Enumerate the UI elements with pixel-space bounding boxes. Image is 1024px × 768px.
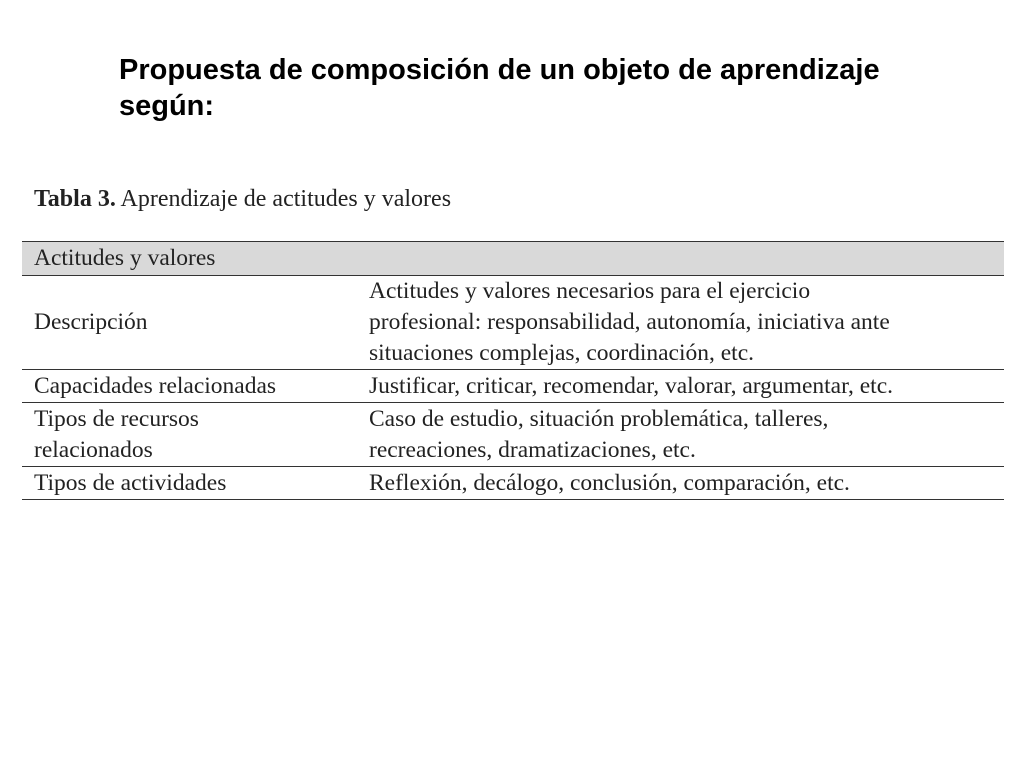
row-label-line: Tipos de recursos	[34, 405, 199, 432]
table-row-actividades	[22, 467, 1004, 500]
row-value	[359, 370, 1004, 403]
slide-title: Propuesta de composición de un objeto de aprendizaje según:	[119, 54, 880, 122]
table-caption-text: Aprendizaje de actitudes y valores	[115, 186, 452, 212]
row-value-line: Reflexión, decálogo, conclusión, comparación, etc.	[369, 469, 850, 496]
row-value	[359, 467, 1004, 500]
row-value-line: Justificar, criticar, recomendar, valorar, argumentar, etc.	[369, 372, 893, 399]
row-label-line: relacionados	[34, 436, 153, 463]
row-value-line: Caso de estudio, situación problemática, talleres,	[369, 405, 829, 432]
table-row-descripcion	[22, 276, 1004, 370]
row-label	[22, 467, 359, 500]
table-row-recursos	[22, 403, 1004, 467]
row-value	[359, 403, 1004, 467]
row-value-line: Actitudes y valores necesarios para el ejercicio	[369, 278, 811, 304]
row-value-line: profesional: responsabilidad, autonomía, iniciativa ante	[369, 309, 890, 335]
row-label	[22, 276, 359, 370]
row-label	[22, 403, 359, 467]
row-label-line: Tipos de actividades	[34, 469, 227, 496]
table-caption	[34, 183, 451, 215]
row-value-line: situaciones complejas, coordinación, etc.	[369, 340, 755, 366]
table-header: Actitudes y valores	[22, 242, 1004, 276]
row-label	[22, 370, 359, 403]
row-label-line: Descripción	[34, 309, 148, 335]
row-label-line: Capacidades relacionadas	[34, 372, 277, 399]
attitudes-values-table	[22, 241, 1004, 500]
row-value	[359, 276, 1004, 370]
table-row-capacidades	[22, 370, 1004, 403]
row-value-line: recreaciones, dramatizaciones, etc.	[369, 436, 696, 463]
table-caption-label: Tabla 3.	[34, 186, 116, 212]
table-header-row	[22, 242, 1004, 276]
